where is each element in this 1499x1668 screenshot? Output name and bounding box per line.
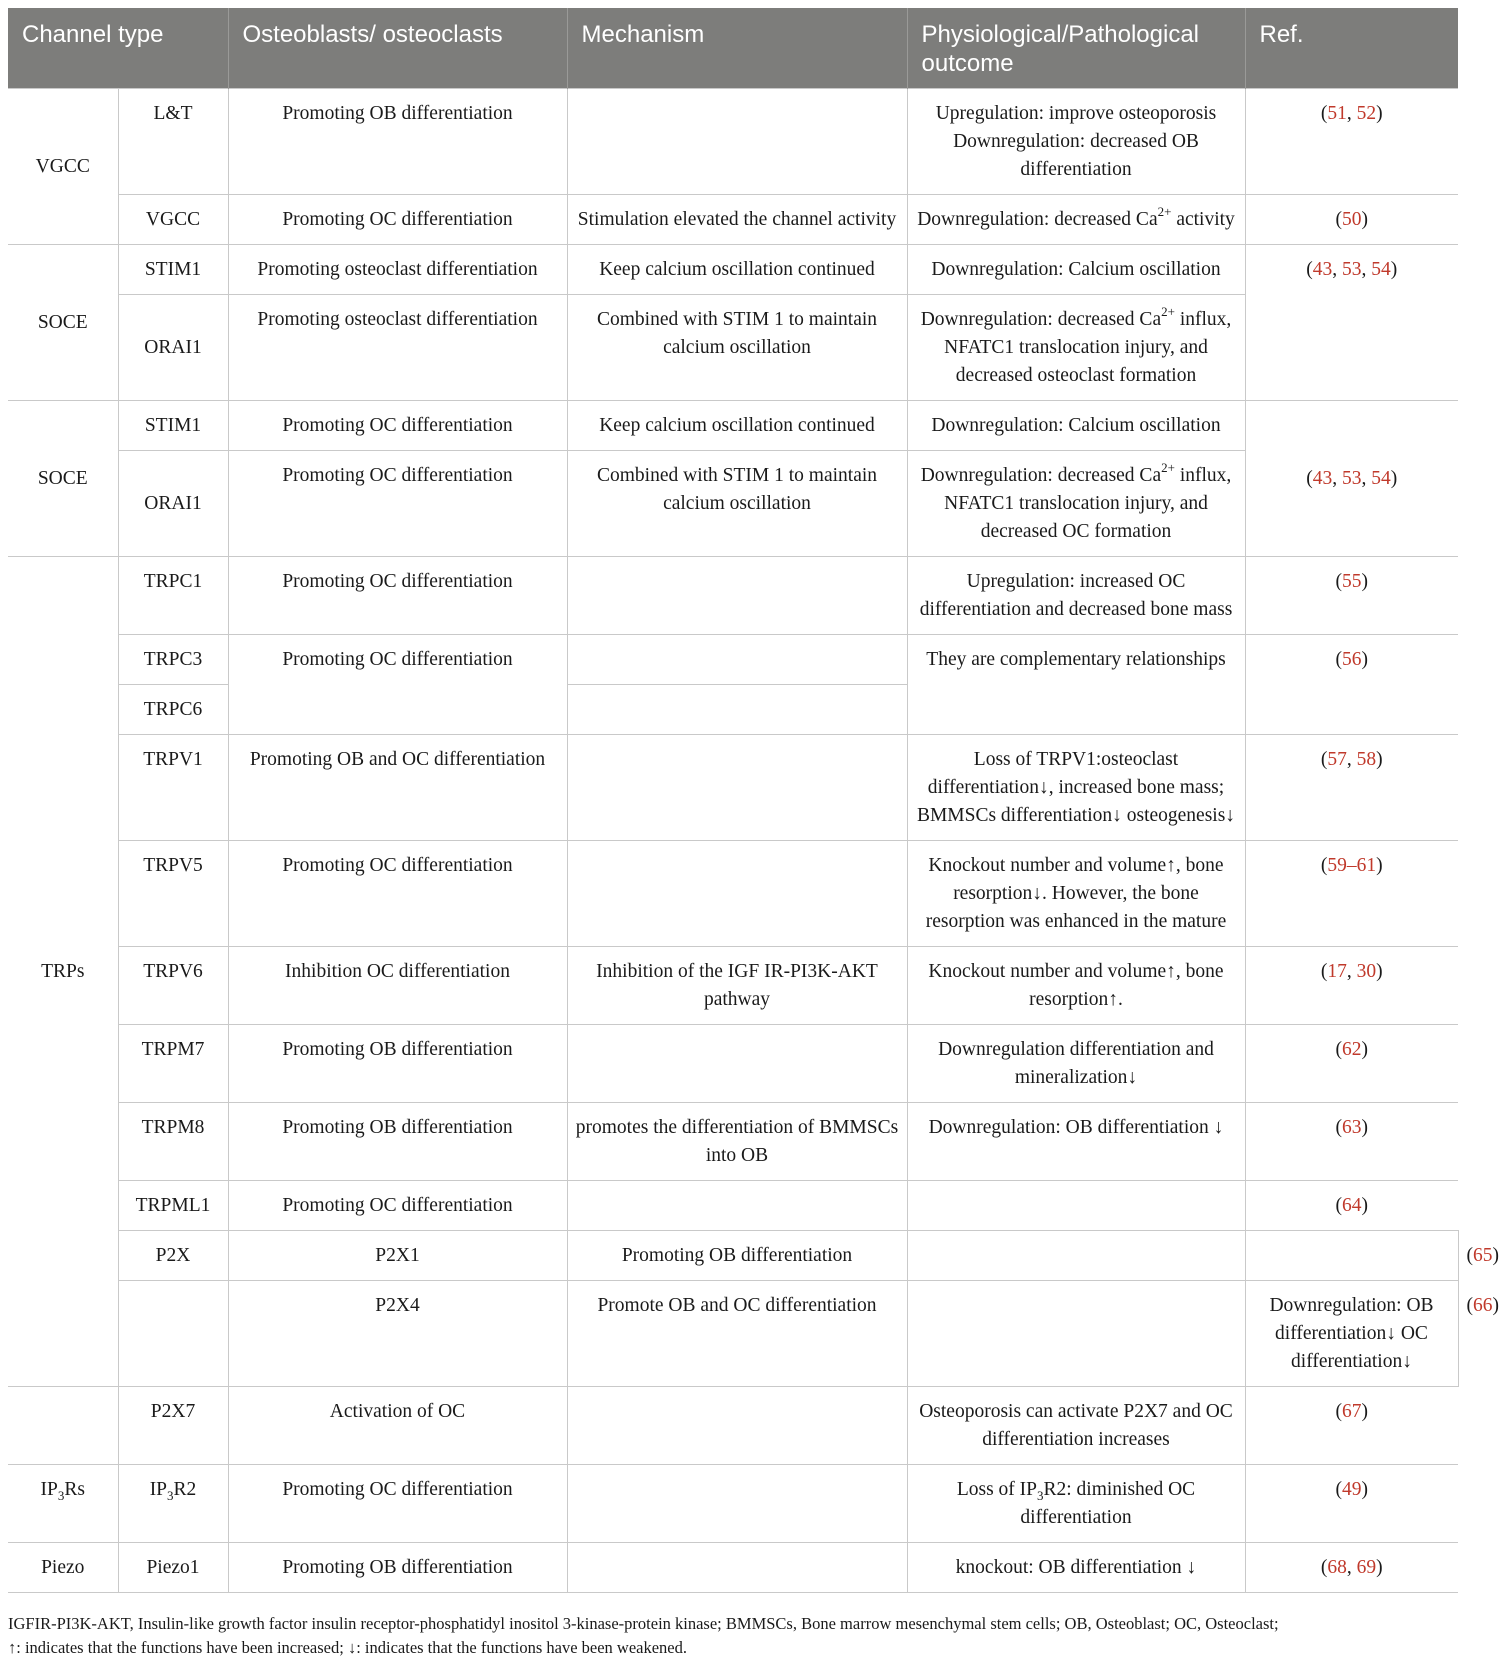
ref-paren: ( (1306, 259, 1313, 280)
table-row (8, 1181, 1458, 1231)
header-row (8, 8, 1458, 89)
ref-link[interactable]: 59–61 (1327, 855, 1377, 876)
ref-link[interactable]: 53 (1342, 468, 1362, 489)
ref-cell (1245, 1103, 1458, 1181)
ref-cell (1245, 245, 1458, 401)
header-osteoblasts-osteoclasts: Osteoblasts/ osteoclasts (228, 8, 567, 89)
ref-cell (1245, 401, 1458, 557)
subtype-cell: P2X1 (228, 1231, 567, 1281)
header-ref: Ref. (1245, 8, 1458, 89)
cell-osteoblasts-osteoclasts: Promoting OC differentiation (228, 1181, 567, 1231)
cell-mechanism (567, 1387, 907, 1465)
ref-cell (1245, 195, 1458, 245)
ref-link[interactable]: 17 (1327, 961, 1347, 982)
table-footnote (8, 1612, 1458, 1660)
cell-mechanism: promotes the differentiation of BMMSCs into OB (567, 1103, 907, 1181)
table-row (8, 947, 1458, 1025)
subtype-cell: TRPM8 (118, 1103, 228, 1181)
cell-osteoblasts-osteoclasts: Promoting OC differentiation (228, 635, 567, 735)
table-row (8, 295, 1458, 401)
cell-osteoblasts-osteoclasts: Promoting OB differentiation (228, 1543, 567, 1593)
cell-osteoblasts-osteoclasts: Promoting OB and OC differentiation (228, 735, 567, 841)
cell-mechanism: Keep calcium oscillation continued (567, 245, 907, 295)
cell-osteoblasts-osteoclasts: Promoting OC differentiation (228, 1465, 567, 1543)
ref-paren: ( (1335, 571, 1342, 592)
ref-paren: ( (1335, 209, 1342, 230)
ref-link[interactable]: 69 (1356, 1557, 1377, 1578)
ref-paren: ) (1361, 571, 1368, 592)
table-row (8, 245, 1458, 295)
subtype-cell: TRPC1 (118, 557, 228, 635)
ref-link[interactable]: 54 (1371, 259, 1391, 280)
ref-paren: ) (1361, 1117, 1368, 1138)
ref-paren: ( (1335, 1401, 1342, 1422)
table-row (8, 841, 1458, 947)
ref-link[interactable]: 62 (1342, 1039, 1362, 1060)
group-cell: VGCC (8, 89, 118, 245)
cell-mechanism (567, 1465, 907, 1543)
cell-mechanism (907, 1281, 1245, 1387)
cell-osteoblasts-osteoclasts: Promoting osteoclast differentiation (228, 295, 567, 401)
ref-paren: ) (1390, 259, 1398, 280)
table-row (8, 1231, 1458, 1281)
ref-link[interactable]: 43 (1312, 468, 1333, 489)
table-row (8, 635, 1458, 685)
ref-link[interactable]: 49 (1342, 1479, 1362, 1500)
cell-mechanism: Combined with STIM 1 to maintain calcium oscillation (567, 451, 907, 557)
cell-mechanism: Keep calcium oscillation continued (567, 401, 907, 451)
ref-cell (1245, 89, 1458, 195)
header-mechanism: Mechanism (567, 8, 907, 89)
subtype-cell: STIM1 (118, 245, 228, 295)
ref-paren: ) (1376, 1557, 1383, 1578)
cell-mechanism (567, 685, 907, 735)
table-row (8, 1465, 1458, 1543)
cell-mechanism (567, 841, 907, 947)
ref-paren: ) (1361, 1401, 1368, 1422)
ref-cell (1245, 841, 1458, 947)
cell-mechanism (567, 735, 907, 841)
ref-paren: ) (1376, 103, 1383, 124)
table-row (8, 401, 1458, 451)
cell-osteoblasts-osteoclasts: Activation of OC (228, 1387, 567, 1465)
subtype-cell: VGCC (118, 195, 228, 245)
footnote-line: IGFIR-PI3K-AKT, Insulin-like growth factor insulin receptor-phosphatidyl inositol 3-kinase-protein kinase; BMMSCs, Bone marrow mesenchymal stem cells; OB, Osteoblast; OC, Osteoclast; (8, 1614, 1279, 1633)
ref-paren: ( (1335, 1039, 1342, 1060)
ref-paren: ( (1320, 103, 1328, 124)
ref-separator: , (1332, 259, 1342, 280)
ref-link[interactable]: 50 (1342, 209, 1362, 230)
cell-outcome: Osteoporosis can activate P2X7 and OC differentiation increases (907, 1387, 1245, 1465)
ref-paren: ) (1361, 1479, 1368, 1500)
cell-osteoblasts-osteoclasts: Promoting osteoclast differentiation (228, 245, 567, 295)
group-cell-empty (8, 1387, 118, 1465)
cell-outcome: Loss of TRPV1:osteoclast differentiation↓, increased bone mass; BMMSCs differentiation↓ osteogenesis↓ (907, 735, 1245, 841)
ref-paren: ( (1320, 749, 1328, 770)
group-cell: SOCE (8, 401, 118, 557)
ref-cell (1245, 635, 1458, 735)
cell-osteoblasts-osteoclasts: Promoting OB differentiation (228, 1103, 567, 1181)
ref-separator: , (1346, 103, 1357, 124)
ref-paren: ) (1361, 1039, 1368, 1060)
cell-outcome: Downregulation: decreased $Ca^{2+}$ influx, NFATC1 translocation injury, and decreased OC formation (907, 451, 1245, 557)
ref-paren: ) (1361, 1195, 1368, 1216)
subtype-cell: TRPV5 (118, 841, 228, 947)
subtype-cell: ORAI1 (118, 451, 228, 557)
cell-outcome (907, 1181, 1245, 1231)
cell-osteoblasts-osteoclasts: Promote OB and OC differentiation (567, 1281, 907, 1387)
subtype-cell: Piezo1 (118, 1543, 228, 1593)
subtype-cell: TRPM7 (118, 1025, 228, 1103)
ref-paren: ) (1492, 1295, 1499, 1316)
subtype-cell: TRPV1 (118, 735, 228, 841)
group-cell: $IP_3Rs$ (8, 1465, 118, 1543)
cell-osteoblasts-osteoclasts: Promoting OB differentiation (228, 89, 567, 195)
table-row (8, 735, 1458, 841)
cell-outcome: They are complementary relationships (907, 635, 1245, 735)
ref-separator: , (1361, 468, 1372, 489)
cell-mechanism (567, 89, 907, 195)
group-cell: Piezo (8, 1543, 118, 1593)
ref-link[interactable]: 52 (1356, 103, 1377, 124)
ref-link[interactable]: 64 (1342, 1195, 1362, 1216)
ref-separator: , (1346, 1557, 1357, 1578)
ref-paren: ( (1335, 649, 1342, 670)
ref-link[interactable]: 43 (1312, 259, 1333, 280)
ref-link[interactable]: 66 (1473, 1295, 1493, 1316)
subtype-cell: ORAI1 (118, 295, 228, 401)
cell-mechanism (907, 1231, 1245, 1281)
ref-separator: , (1332, 468, 1342, 489)
ref-link[interactable]: 57 (1327, 749, 1347, 770)
cell-osteoblasts-osteoclasts: Promoting OC differentiation (228, 841, 567, 947)
cell-outcome: Upregulation: improve osteoporosis Downregulation: decreased OB differentiation (907, 89, 1245, 195)
table-row (8, 1387, 1458, 1465)
ref-link[interactable]: 67 (1342, 1401, 1362, 1422)
group-cell: SOCE (8, 245, 118, 401)
subtype-cell: $IP_3R2$ (118, 1465, 228, 1543)
ref-paren: ) (1376, 961, 1383, 982)
ref-link[interactable]: 54 (1371, 468, 1391, 489)
cell-outcome: Downregulation: Calcium oscillation (907, 245, 1245, 295)
ref-paren: ( (1335, 1117, 1342, 1138)
ref-paren: ) (1390, 468, 1398, 489)
cell-mechanism (567, 1543, 907, 1593)
ref-cell (1245, 557, 1458, 635)
cell-outcome: knockout: OB differentiation ↓ (907, 1543, 1245, 1593)
ref-cell (1245, 1181, 1458, 1231)
ref-cell (1245, 947, 1458, 1025)
ref-link[interactable]: 56 (1342, 649, 1362, 670)
ref-separator: , (1361, 259, 1372, 280)
cell-outcome: Knockout number and volume↑, bone resorption↓. However, the bone resorption was enhanced in the mature (907, 841, 1245, 947)
header-channel-type: Channel type (8, 8, 228, 89)
cell-outcome: Downregulation: OB differentiation↓ OC differentiation↓ (1245, 1281, 1458, 1387)
table-row (8, 1281, 1458, 1387)
ion-channel-table (8, 8, 1499, 1593)
footnote-line: ↑: indicates that the functions have been increased; ↓: indicates that the functions have been weakened. (8, 1638, 687, 1657)
group-cell: P2X (118, 1231, 228, 1281)
table-row (8, 1543, 1458, 1593)
subtype-cell: P2X4 (228, 1281, 567, 1387)
ref-link[interactable]: 65 (1473, 1245, 1493, 1266)
cell-mechanism (567, 1025, 907, 1103)
cell-outcome: Downregulation: decreased $Ca^{2+}$ influx, NFATC1 translocation injury, and decreased osteoclast formation (907, 295, 1245, 401)
header-outcome: Physiological/Pathological outcome (907, 8, 1245, 89)
ref-paren: ( (1466, 1295, 1473, 1316)
table-row (8, 89, 1458, 195)
cell-mechanism: Stimulation elevated the channel activity (567, 195, 907, 245)
subtype-cell: TRPML1 (118, 1181, 228, 1231)
ref-link[interactable]: 68 (1327, 1557, 1347, 1578)
ref-cell (1245, 1025, 1458, 1103)
ref-paren: ) (1376, 855, 1383, 876)
cell-osteoblasts-osteoclasts: Promoting OC differentiation (228, 557, 567, 635)
cell-outcome: Downregulation: Calcium oscillation (907, 401, 1245, 451)
ref-separator: , (1346, 749, 1357, 770)
cell-osteoblasts-osteoclasts: Promoting OC differentiation (228, 401, 567, 451)
cell-osteoblasts-osteoclasts: Promoting OC differentiation (228, 451, 567, 557)
cell-mechanism: Combined with STIM 1 to maintain calcium oscillation (567, 295, 907, 401)
ref-paren: ) (1361, 649, 1368, 670)
table-row (8, 451, 1458, 557)
ref-paren: ( (1306, 468, 1313, 489)
cell-osteoblasts-osteoclasts: Inhibition OC differentiation (228, 947, 567, 1025)
ref-separator: , (1346, 961, 1357, 982)
ref-paren: ( (1320, 855, 1328, 876)
ref-paren: ) (1361, 209, 1368, 230)
subtype-cell: TRPC6 (118, 685, 228, 735)
ref-cell (1245, 1543, 1458, 1593)
ref-paren: ) (1492, 1245, 1499, 1266)
cell-outcome: Downregulation: OB differentiation ↓ (907, 1103, 1245, 1181)
group-cell-empty (118, 1281, 228, 1387)
cell-outcome: Loss of $IP_3R2$: diminished OC differentiation (907, 1465, 1245, 1543)
table-row (8, 195, 1458, 245)
group-cell: TRPs (8, 557, 118, 1387)
ref-paren: ( (1320, 1557, 1328, 1578)
ref-cell (1245, 735, 1458, 841)
ref-link[interactable]: 30 (1356, 961, 1377, 982)
ref-paren: ( (1320, 961, 1328, 982)
cell-mechanism (567, 635, 907, 685)
cell-mechanism: Inhibition of the IGF IR-PI3K-AKT pathway (567, 947, 907, 1025)
cell-outcome: Upregulation: increased OC differentiation and decreased bone mass (907, 557, 1245, 635)
subtype-cell: TRPV6 (118, 947, 228, 1025)
ref-link[interactable]: 51 (1327, 103, 1347, 124)
ref-link[interactable]: 58 (1356, 749, 1377, 770)
ref-paren: ( (1335, 1479, 1342, 1500)
cell-outcome (1245, 1231, 1458, 1281)
cell-osteoblasts-osteoclasts: Promoting OB differentiation (228, 1025, 567, 1103)
cell-mechanism (567, 557, 907, 635)
cell-outcome: Knockout number and volume↑, bone resorption↑. (907, 947, 1245, 1025)
cell-outcome: Downregulation differentiation and mineralization↓ (907, 1025, 1245, 1103)
ref-cell (1245, 1465, 1458, 1543)
ref-link[interactable]: 55 (1342, 571, 1362, 592)
subtype-cell: TRPC3 (118, 635, 228, 685)
ref-cell (1245, 1387, 1458, 1465)
ref-paren: ( (1466, 1245, 1473, 1266)
subtype-cell: P2X7 (118, 1387, 228, 1465)
cell-osteoblasts-osteoclasts: Promoting OC differentiation (228, 195, 567, 245)
table-row (8, 1025, 1458, 1103)
cell-outcome: Downregulation: decreased $Ca^{2+}$ activity (907, 195, 1245, 245)
ref-paren: ( (1335, 1195, 1342, 1216)
cell-osteoblasts-osteoclasts: Promoting OB differentiation (567, 1231, 907, 1281)
ref-paren: ) (1376, 749, 1383, 770)
ref-link[interactable]: 53 (1342, 259, 1362, 280)
table-row (8, 1103, 1458, 1181)
subtype-cell: L&T (118, 89, 228, 195)
subtype-cell: STIM1 (118, 401, 228, 451)
ref-link[interactable]: 63 (1342, 1117, 1362, 1138)
cell-mechanism (567, 1181, 907, 1231)
table-row (8, 557, 1458, 635)
